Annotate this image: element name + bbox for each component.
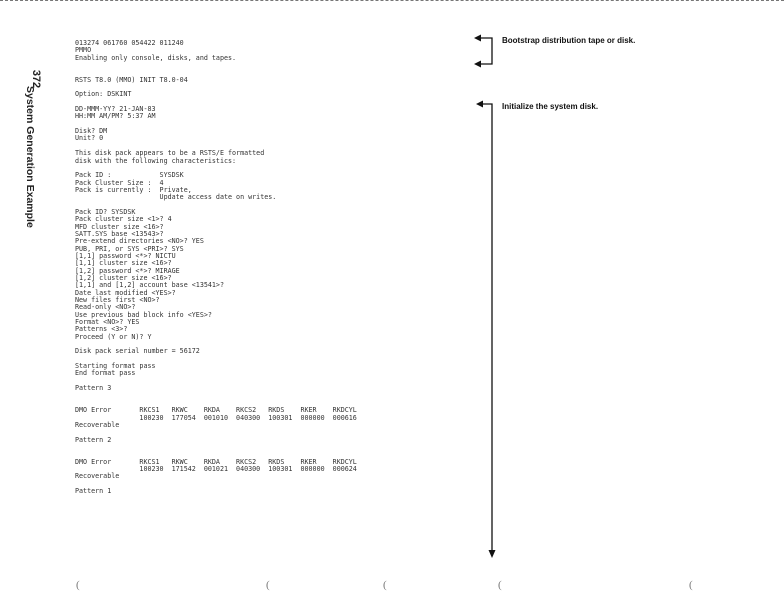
terminal-line: PMMO — [75, 46, 92, 55]
terminal-line: MFD cluster size <16>? — [75, 222, 164, 231]
annotation-initialize: Initialize the system disk. — [502, 102, 599, 111]
terminal-line: This disk pack appears to be a RSTS/E formatted — [75, 149, 265, 158]
terminal-line: New files first <NO>? — [75, 296, 160, 305]
terminal-line: Pack ID : SYSDSK — [75, 171, 184, 180]
side-title: System Generation Example — [24, 86, 36, 228]
initialize-arrow-left — [476, 101, 483, 108]
initialize-arrow-down — [489, 550, 496, 558]
bootstrap-arrow-bottom — [474, 61, 481, 68]
terminal-line: DMO Error RKCS1 RKWC RKDA RKCS2 RKDS RKER RKDCYL — [75, 406, 357, 415]
terminal-line: DD-MMM-YY? 21-JAN-83 — [75, 105, 156, 114]
terminal-line: Pack Cluster Size : 4 — [75, 178, 164, 187]
terminal-line: Recoverable — [75, 420, 120, 429]
initialize-bracket — [478, 104, 492, 552]
terminal-line: Patterns <3>? — [75, 325, 128, 334]
terminal-line: Pattern 2 — [75, 435, 112, 444]
terminal-line: Pre-extend directories <NO>? YES — [75, 237, 204, 246]
terminal-line: Enabling only console, disks, and tapes. — [75, 53, 237, 62]
terminal-line: DMO Error RKCS1 RKWC RKDA RKCS2 RKDS RKER RKDCYL — [75, 457, 357, 466]
footer-mark: ( — [498, 579, 502, 591]
terminal-line: Unit? 0 — [75, 134, 104, 143]
annotation-bootstrap: Bootstrap distribution tape or disk. — [502, 36, 636, 45]
terminal-line: Pack is currently : Private, — [75, 185, 192, 194]
terminal-line: 013274 061760 054422 011240 — [75, 39, 184, 47]
footer-mark: ( — [266, 579, 270, 591]
terminal-line: RSTS T8.0 (MMO) INIT T8.0-04 — [75, 75, 188, 84]
footer-mark: ( — [689, 579, 693, 591]
terminal-line: Pack ID? SYSDSK — [75, 207, 136, 216]
terminal-line: HH:MM AM/PM? 5:37 AM — [75, 112, 156, 121]
footer-mark: ( — [76, 579, 80, 591]
terminal-line: [1,1] password <*>? NICTU — [75, 251, 176, 260]
terminal-line: Pack cluster size <1>? 4 — [75, 215, 172, 224]
bootstrap-arrow-top — [474, 35, 481, 42]
terminal-line: disk with the following characteristics: — [75, 156, 237, 165]
terminal-line: Update access date on writes. — [75, 193, 277, 202]
terminal-line: 100230 177054 001010 040300 100301 000000 000616 — [75, 413, 357, 422]
terminal-line: [1,2] cluster size <16>? — [75, 274, 172, 282]
terminal-line: SATT.SYS base <13543>? — [75, 229, 164, 238]
terminal-line: [1,2] password <*>? MIRAGE — [75, 266, 180, 275]
bootstrap-bracket — [476, 38, 492, 64]
page-number: 372 — [30, 69, 42, 89]
terminal-line: Format <NO>? YES — [75, 318, 140, 327]
terminal-line: Option: DSKINT — [75, 90, 132, 99]
terminal-line: [1,1] cluster size <16>? — [75, 259, 172, 268]
terminal-line: End format pass — [75, 369, 136, 378]
terminal-line: Recoverable — [75, 472, 120, 481]
terminal-line: Proceed (Y or N)? Y — [75, 332, 152, 341]
footer-mark: ( — [383, 579, 387, 591]
terminal-line: Starting format pass — [75, 362, 156, 371]
terminal-line: Pattern 3 — [75, 384, 112, 393]
terminal-line: [1,1] and [1,2] account base <13541>? — [75, 281, 224, 290]
terminal-line: Pattern 1 — [75, 486, 112, 495]
terminal-line: Read-only <NO>? — [75, 303, 136, 312]
terminal-line: Date last modified <YES>? — [75, 288, 176, 297]
terminal-line: Disk? DM — [75, 127, 108, 136]
terminal-line: Use previous bad block info <YES>? — [75, 310, 212, 319]
terminal-line: 100230 171542 001021 040300 100301 000000 000624 — [75, 464, 357, 473]
terminal-line: PUB, PRI, or SYS <PRI>? SYS — [75, 244, 184, 253]
terminal-line: Disk pack serial number = 56172 — [75, 347, 200, 356]
